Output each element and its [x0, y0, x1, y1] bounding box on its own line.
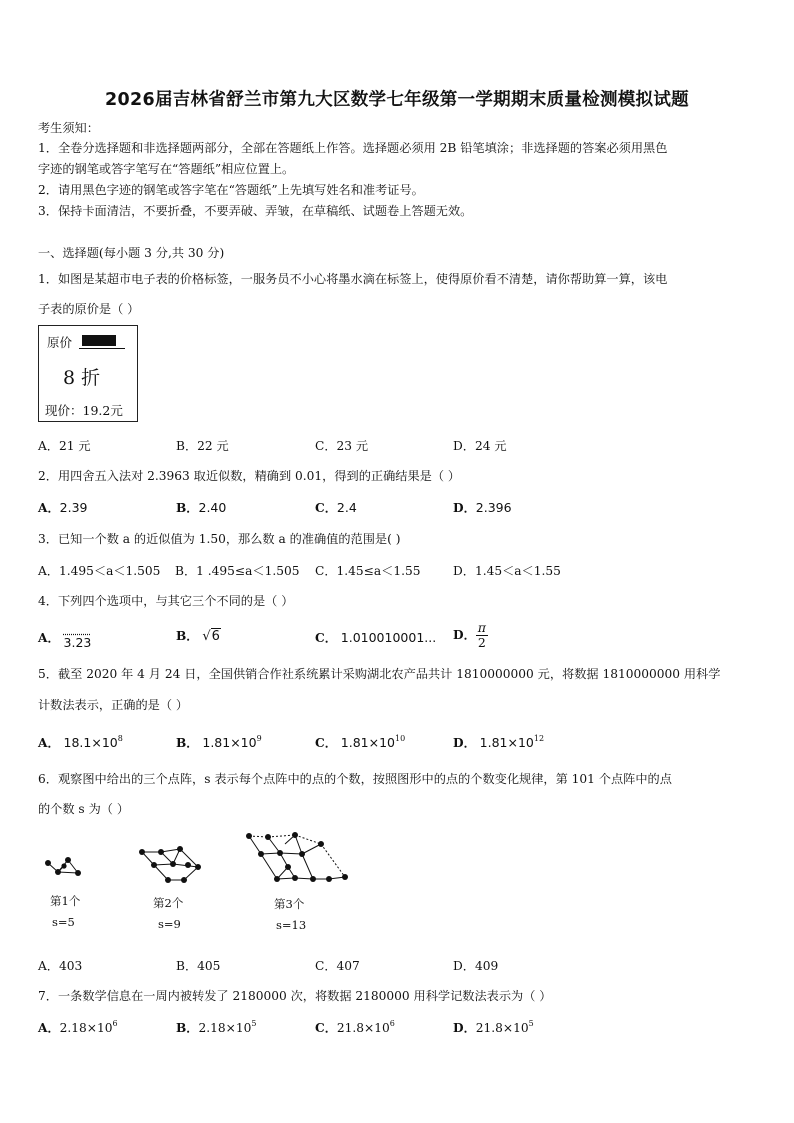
price-tag-discount: 8 折: [63, 367, 101, 389]
question-4-stem: 4．下列四个选项中，与其它三个不同的是（ ）: [38, 594, 294, 608]
q4-option-b: B． √6: [176, 629, 220, 644]
notice-item: 3．保持卡面清洁，不要折叠，不要弄破、弄皱，在草稿纸、试题卷上答题无效。: [38, 204, 473, 218]
q7-option-a: A．$2.18\times 10^6$: [38, 1019, 118, 1035]
question-6-stem-cont: 的个数 s 为（ ）: [38, 802, 130, 816]
q5-option-d: D． $1.81\times 10^{12}$: [453, 734, 545, 750]
q2-option-a: A．2.39: [38, 500, 88, 515]
section-heading: 一、选择题(每小题 3 分,共 30 分): [38, 246, 225, 260]
question-7-stem: 7．一条数学信息在一周内被转发了 2180000 次，将数据 2180000 用科学记数法表示为（ ）: [38, 989, 552, 1003]
price-tag-current: 现价：19.2元: [45, 403, 123, 418]
price-tag-figure: [38, 325, 138, 422]
q3-option-c: C．1.45≤a＜1.55: [315, 564, 421, 578]
question-5-stem-cont: 计数法表示，正确的是（ ）: [38, 698, 189, 712]
q6-option-c: C．407: [315, 959, 360, 973]
notice-item: 2．请用黑色字迹的钢笔或答字笔在“答题纸”上先填写姓名和准考证号。: [38, 183, 424, 197]
dot-lattice-1: [42, 852, 84, 882]
q5-option-a: A． $18.1\times 10^8$: [38, 734, 123, 750]
q5-option-b: B． $1.81\times 10^9$: [176, 734, 262, 750]
q2-option-c: C．2.4: [315, 500, 357, 515]
q3-option-b: B．1 .495≤a＜1.505: [175, 564, 300, 578]
q4-option-d: D． $\frac{\pi}{2}$: [453, 620, 486, 650]
page-title: 2026届吉林省舒兰市第九大区数学七年级第一学期期末质量检测模拟试题: [105, 90, 689, 110]
question-6-stem: 6．观察图中给出的三个点阵，s 表示每个点阵中的点的个数，按照图形中的点的个数变化规律，第 101 个点阵中的点: [38, 772, 672, 786]
q6-option-a: A．403: [38, 959, 83, 973]
dot-lattice-2: [136, 843, 208, 887]
q7-option-d: D．$21.8\times 10^5$: [453, 1019, 534, 1035]
q3-option-a: A．1.495＜a＜1.505: [38, 564, 161, 578]
q2-option-d: D．2.396: [453, 500, 512, 515]
question-5-stem: 5．截至 2020 年 4 月 24 日，全国供销合作社系统累计采购湖北农产品共计 1810000000 元，将数据 1810000000 用科学: [38, 667, 721, 681]
notice-item: 字迹的钢笔或答字笔写在“答题纸”相应位置上。: [38, 162, 295, 176]
q2-option-b: B．2.40: [176, 500, 227, 515]
lattice-2-caption: 第2个: [153, 896, 184, 910]
question-3-stem: 3．已知一个数 a 的近似值为 1.50，那么数 a 的准确值的范围是( ): [38, 532, 401, 546]
price-underline: [79, 348, 125, 349]
q4-option-a: A． 3.23: [38, 631, 92, 650]
q7-option-c: C．$21.8\times 10^6$: [315, 1019, 395, 1035]
lattice-1-count: s=5: [52, 915, 75, 929]
q1-option-b: B．22 元: [176, 439, 229, 453]
lattice-1-caption: 第1个: [50, 894, 81, 908]
q6-option-b: B．405: [176, 959, 221, 973]
question-1-stem: 1．如图是某超市电子表的价格标签，一服务员不小心将墨水滴在标签上，使得原价看不清楚，请你帮助算一算，该电: [38, 272, 668, 286]
q4-option-c: C． 1.010010001...: [315, 630, 437, 645]
dot-lattice-3: [243, 830, 351, 888]
price-tag-original-label: 原价: [47, 335, 73, 350]
notice-heading: 考生须知：: [38, 121, 99, 135]
q1-option-c: C．23 元: [315, 439, 369, 453]
notice-item: 1．全卷分选择题和非选择题两部分，全部在答题纸上作答。选择题必须用 2B 铅笔填涂；非选择题的答案必须用黑色: [38, 141, 668, 155]
q3-option-d: D．1.45＜a＜1.55: [453, 564, 561, 578]
q7-option-b: B．$2.18\times 10^5$: [176, 1019, 257, 1035]
q5-option-c: C． $1.81\times 10^{10}$: [315, 734, 406, 750]
q1-option-a: A．21 元: [38, 439, 91, 453]
q1-option-d: D．24 元: [453, 439, 507, 453]
ink-blot: [82, 335, 116, 346]
question-1-stem-cont: 子表的原价是（ ）: [38, 302, 140, 316]
lattice-2-count: s=9: [158, 917, 181, 931]
q6-option-d: D．409: [453, 959, 499, 973]
question-2-stem: 2．用四舍五入法对 2.3963 取近似数，精确到 0.01，得到的正确结果是（ ）: [38, 469, 461, 483]
lattice-3-count: s=13: [276, 918, 307, 932]
lattice-3-caption: 第3个: [274, 897, 305, 911]
